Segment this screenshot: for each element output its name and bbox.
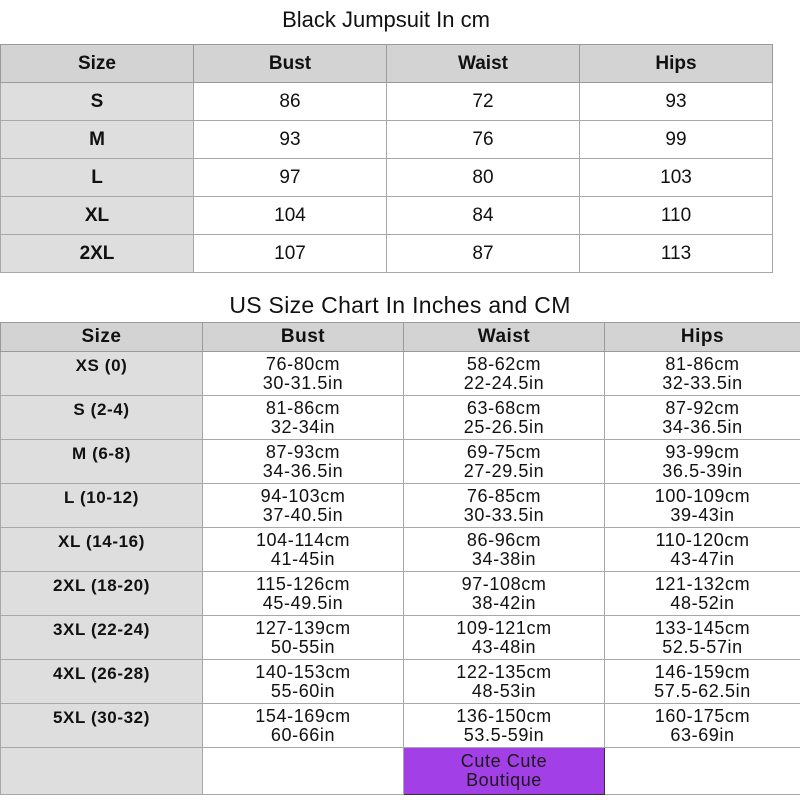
bust-in: 41-45in	[270, 548, 336, 569]
size-cell: L (10-12)	[1, 484, 203, 528]
hips-cell	[605, 440, 800, 484]
bust-in: 50-55in	[270, 636, 336, 657]
hips-cell	[605, 572, 800, 616]
waist-cm: 63-68cm	[466, 397, 542, 418]
bust-cm: 154-169cm	[255, 705, 351, 726]
hips-cm: 110-120cm	[655, 529, 750, 550]
waist-cell: 76	[387, 121, 580, 159]
waist-in: 38-42in	[471, 592, 537, 613]
bust-cell	[203, 440, 404, 484]
waist-in: 25-26.5in	[463, 416, 545, 437]
waist-cell	[404, 572, 605, 616]
waist-cell	[404, 616, 605, 660]
size-cell: XL (14-16)	[1, 528, 203, 572]
empty-cell	[605, 748, 800, 795]
hips-cm: 160-175cm	[654, 705, 751, 726]
waist-cell: 84	[387, 197, 580, 235]
waist-cm: 122-135cm	[456, 661, 552, 682]
hips-cm: 146-159cm	[654, 661, 751, 682]
table-row	[1, 704, 800, 748]
waist-cell	[404, 704, 605, 748]
waist-in: 22-24.5in	[463, 372, 545, 393]
waist-cell	[404, 484, 605, 528]
hips-in: 48-52in	[670, 592, 735, 613]
hips-cm: 87-92cm	[665, 397, 740, 418]
bust-cell	[203, 660, 404, 704]
bust-cm: 76-80cm	[265, 353, 341, 374]
waist-cell	[404, 396, 605, 440]
waist-cm: 86-96cm	[466, 529, 542, 550]
table-row	[1, 197, 773, 235]
size-cell: 4XL (26-28)	[1, 660, 203, 704]
size-cell: 2XL	[1, 235, 194, 273]
waist-cell	[404, 660, 605, 704]
table-row	[1, 572, 800, 616]
waist-in: 48-53in	[471, 680, 537, 701]
bust-in: 60-66in	[270, 724, 336, 745]
bust-cell	[203, 528, 404, 572]
header-bust: Bust	[194, 45, 387, 83]
bust-in: 37-40.5in	[262, 504, 344, 525]
header-bust: Bust	[203, 323, 404, 352]
waist-cm: 109-121cm	[456, 617, 552, 638]
waist-cell	[404, 352, 605, 396]
size-cell: XL	[1, 197, 194, 235]
table-row	[1, 484, 800, 528]
size-cell: 3XL (22-24)	[1, 616, 203, 660]
waist-cm: 58-62cm	[466, 353, 542, 374]
header-waist: Waist	[387, 45, 580, 83]
table-row	[1, 528, 800, 572]
us-size-chart-table	[0, 322, 800, 795]
waist-cell: 80	[387, 159, 580, 197]
waist-in: 27-29.5in	[463, 460, 545, 481]
bust-in: 55-60in	[270, 680, 336, 701]
size-cell: M	[1, 121, 194, 159]
bust-in: 32-34in	[270, 416, 336, 437]
bust-cell	[203, 352, 404, 396]
hips-cell	[605, 704, 800, 748]
waist-in: 34-38in	[471, 548, 537, 569]
table-row	[1, 83, 773, 121]
bust-cell	[203, 396, 404, 440]
brand-badge	[404, 748, 605, 795]
table-row	[1, 660, 800, 704]
table-row	[1, 352, 800, 396]
header-hips: Hips	[605, 323, 800, 352]
bust-cm: 94-103cm	[260, 485, 346, 506]
waist-in: 43-48in	[471, 636, 537, 657]
hips-cell	[605, 528, 800, 572]
hips-cell: 99	[580, 121, 773, 159]
bust-cell: 93	[194, 121, 387, 159]
waist-cm: 136-150cm	[456, 705, 552, 726]
us-size-chart-title: US Size Chart In Inches and CM	[229, 292, 571, 318]
size-cell: L	[1, 159, 194, 197]
bust-cell	[203, 704, 404, 748]
bust-cm: 81-86cm	[265, 397, 341, 418]
hips-cell	[605, 396, 800, 440]
table-header-row	[1, 45, 773, 83]
bust-cm: 140-153cm	[255, 661, 351, 682]
bust-cell	[203, 616, 404, 660]
size-cell: 2XL (18-20)	[1, 572, 203, 616]
header-size: Size	[1, 323, 203, 352]
size-cell: S (2-4)	[1, 396, 203, 440]
hips-in: 39-43in	[670, 504, 735, 525]
table-row	[1, 235, 773, 273]
bust-cell: 104	[194, 197, 387, 235]
size-cell: S	[1, 83, 194, 121]
hips-in: 57.5-62.5in	[654, 680, 751, 701]
size-cell: 5XL (30-32)	[1, 704, 203, 748]
header-size: Size	[1, 45, 194, 83]
header-waist: Waist	[404, 323, 605, 352]
hips-in: 43-47in	[670, 548, 735, 569]
hips-cell	[605, 616, 800, 660]
waist-cell	[404, 440, 605, 484]
bust-cell: 107	[194, 235, 387, 273]
hips-in: 34-36.5in	[662, 416, 743, 437]
hips-in: 52.5-57in	[662, 636, 743, 657]
hips-cell: 113	[580, 235, 773, 273]
hips-cell	[605, 660, 800, 704]
table-row	[1, 121, 773, 159]
waist-cell	[404, 528, 605, 572]
hips-cell: 103	[580, 159, 773, 197]
brand-line-2: Boutique	[466, 770, 542, 790]
table-row-footer	[1, 748, 800, 795]
black-jumpsuit-chart-title: Black Jumpsuit In cm	[282, 7, 490, 32]
table-header-row	[1, 323, 800, 352]
hips-cm: 121-132cm	[654, 573, 751, 594]
waist-in: 53.5-59in	[463, 724, 545, 745]
hips-cm: 100-109cm	[654, 485, 751, 506]
hips-cell: 93	[580, 83, 773, 121]
waist-in: 30-33.5in	[463, 504, 545, 525]
size-cell: M (6-8)	[1, 440, 203, 484]
bust-cm: 87-93cm	[265, 441, 341, 462]
bust-cell	[203, 484, 404, 528]
hips-in: 63-69in	[670, 724, 735, 745]
bust-cm: 115-126cm	[255, 573, 351, 594]
hips-cell	[605, 484, 800, 528]
bust-cell	[203, 572, 404, 616]
hips-cm: 133-145cm	[654, 617, 751, 638]
table-row	[1, 440, 800, 484]
brand-line-1: Cute Cute	[460, 751, 548, 771]
bust-cm: 127-139cm	[255, 617, 351, 638]
bust-in: 34-36.5in	[262, 460, 344, 481]
bust-in: 45-49.5in	[262, 592, 344, 613]
table-row	[1, 396, 800, 440]
waist-cm: 69-75cm	[466, 441, 542, 462]
hips-cm: 93-99cm	[665, 441, 740, 462]
hips-cell: 110	[580, 197, 773, 235]
black-jumpsuit-size-table	[0, 44, 773, 273]
bust-cell: 86	[194, 83, 387, 121]
waist-cm: 76-85cm	[466, 485, 542, 506]
bust-in: 30-31.5in	[262, 372, 344, 393]
empty-size-cell	[1, 748, 203, 795]
hips-cm: 81-86cm	[665, 353, 740, 374]
waist-cm: 97-108cm	[461, 573, 547, 594]
table-row	[1, 616, 800, 660]
hips-in: 36.5-39in	[662, 460, 743, 481]
header-hips: Hips	[580, 45, 773, 83]
empty-cell	[203, 748, 404, 795]
hips-in: 32-33.5in	[662, 372, 743, 393]
size-cell: XS (0)	[1, 352, 203, 396]
table-row	[1, 159, 773, 197]
waist-cell: 72	[387, 83, 580, 121]
bust-cm: 104-114cm	[255, 529, 351, 550]
bust-cell: 97	[194, 159, 387, 197]
hips-cell	[605, 352, 800, 396]
waist-cell: 87	[387, 235, 580, 273]
